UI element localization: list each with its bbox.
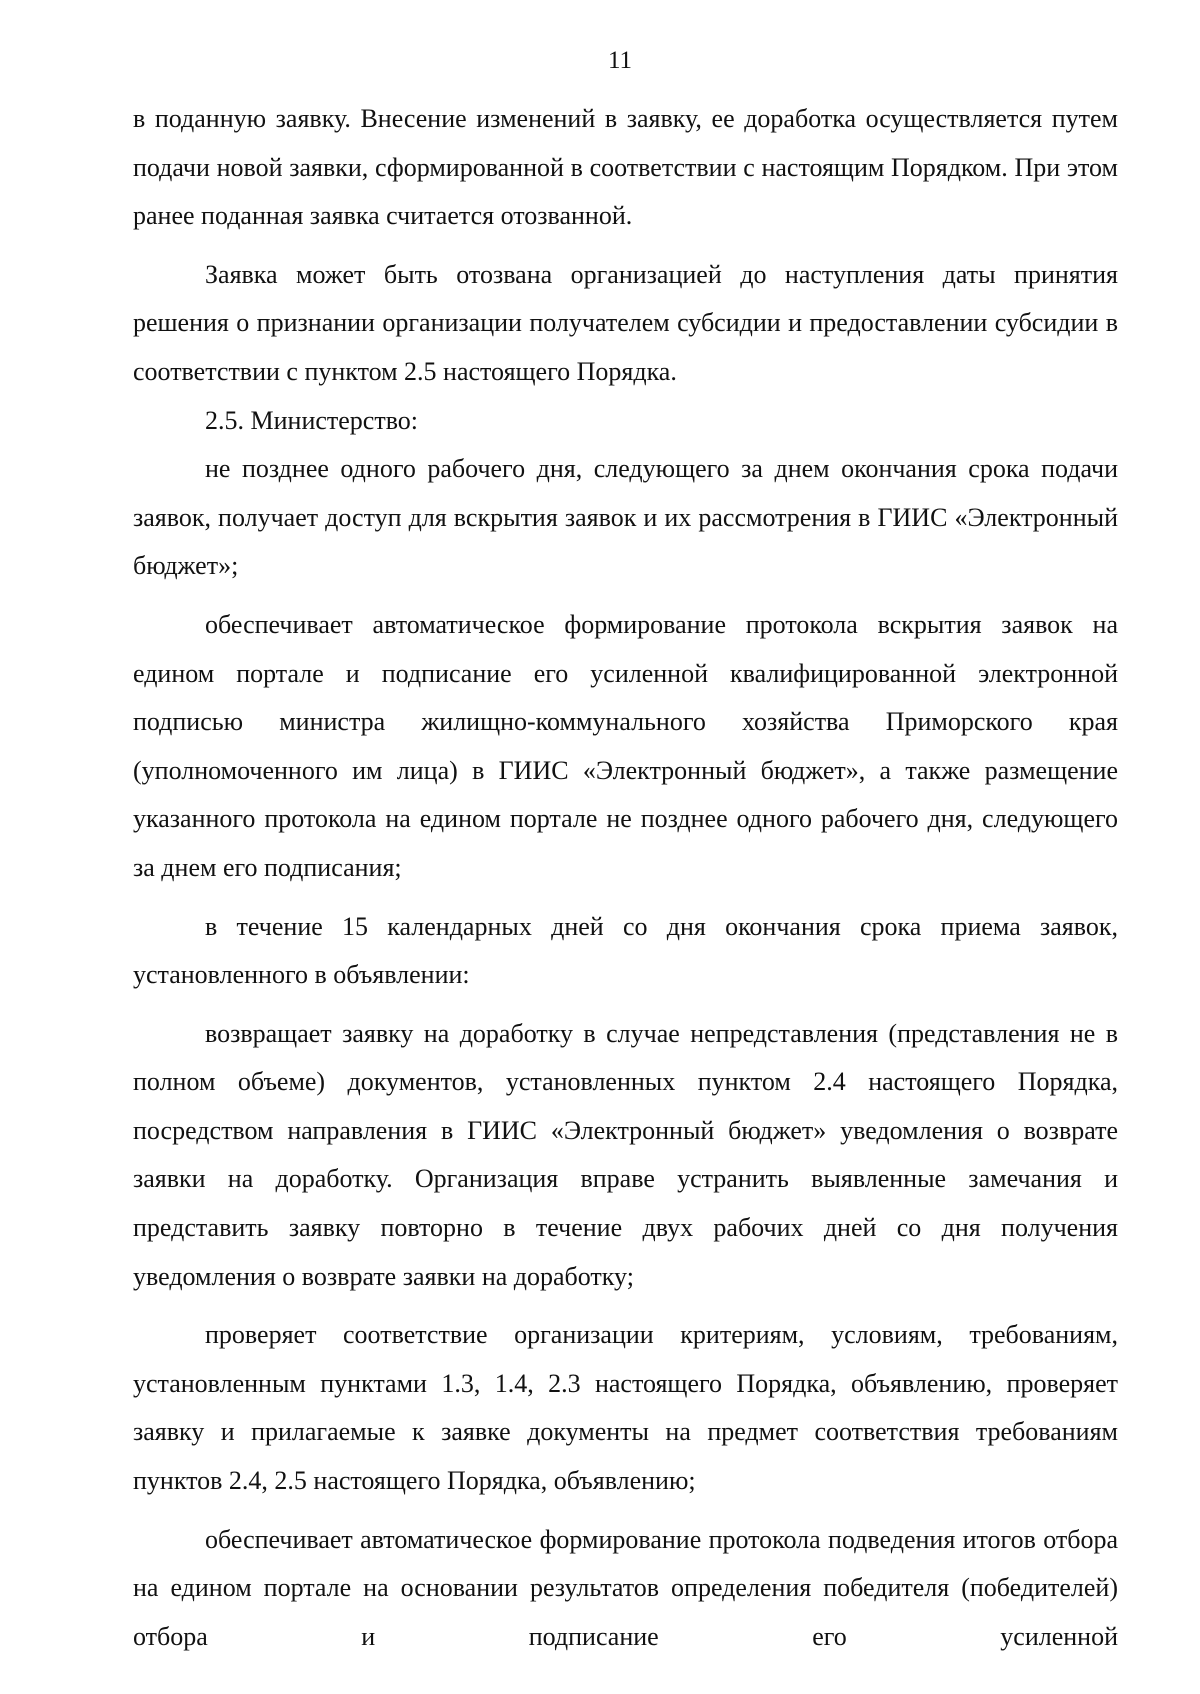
page-number: 11 <box>607 47 633 74</box>
paragraph-opening-protocol: обеспечивает автоматическое формирование протокола вскрытия заявок на едином портале и подписание его усиленной квалифицированной электронной подписью министра жилищно-коммунального хозяйства Приморского края (уполномоченного им лица) в ГИИС «Электронный бюджет», а также размещение указанного протокола на едином портале не позднее одного рабочего дня, следующего за днем его подписания; <box>133 609 1118 882</box>
document-body <box>133 95 1118 1661</box>
paragraph-review-period: в течение 15 календарных дней со дня окончания срока приема заявок, установленного в объявлении: <box>133 911 1118 990</box>
paragraph-results-protocol: обеспечивает автоматическое формирование протокола подведения итогов отбора на едином портале на основании результатов определения победителя (победителей) отбора и подписание его усиленной <box>133 1524 1118 1651</box>
paragraph-section-heading: 2.5. Министерство: <box>205 405 419 435</box>
paragraph-return-for-revision: возвращает заявку на доработку в случае непредставления (представления не в полном объеме) документов, установленных пунктом 2.4 настоящего Порядка, посредством направления в ГИИС «Электронный бюджет» уведомления о возврате заявки на доработку. Организация вправе устранить выявленные замечания и представить заявку повторно в течение двух рабочих дней со дня получения уведомления о возврате заявки на доработку; <box>133 1018 1118 1291</box>
paragraph-continuation: в поданную заявку. Внесение изменений в заявку, ее доработка осуществляется путем подачи новой заявки, сформированной в соответствии с настоящим Порядком. При этом ранее поданная заявка считается отозванной. <box>133 104 1118 231</box>
paragraph-withdrawal: Заявка может быть отозвана организацией до наступления даты принятия решения о признании организации получателем субсидии и предоставлении субсидии в соответствии с пунктом 2.5 настоящего Порядка. <box>133 259 1118 386</box>
paragraph-access-deadline: не позднее одного рабочего дня, следующего за днем окончания срока подачи заявок, получает доступ для вскрытия заявок и их рассмотрения в ГИИС «Электронный бюджет»; <box>133 454 1118 581</box>
paragraph-compliance-check: проверяет соответствие организации критериям, условиям, требованиям, установленным пунктами 1.3, 1.4, 2.3 настоящего Порядка, объявлению, проверяет заявку и прилагаемые к заявке документы на предмет соответствия требованиям пунктов 2.4, 2.5 настоящего Порядка, объявлению; <box>133 1320 1118 1496</box>
